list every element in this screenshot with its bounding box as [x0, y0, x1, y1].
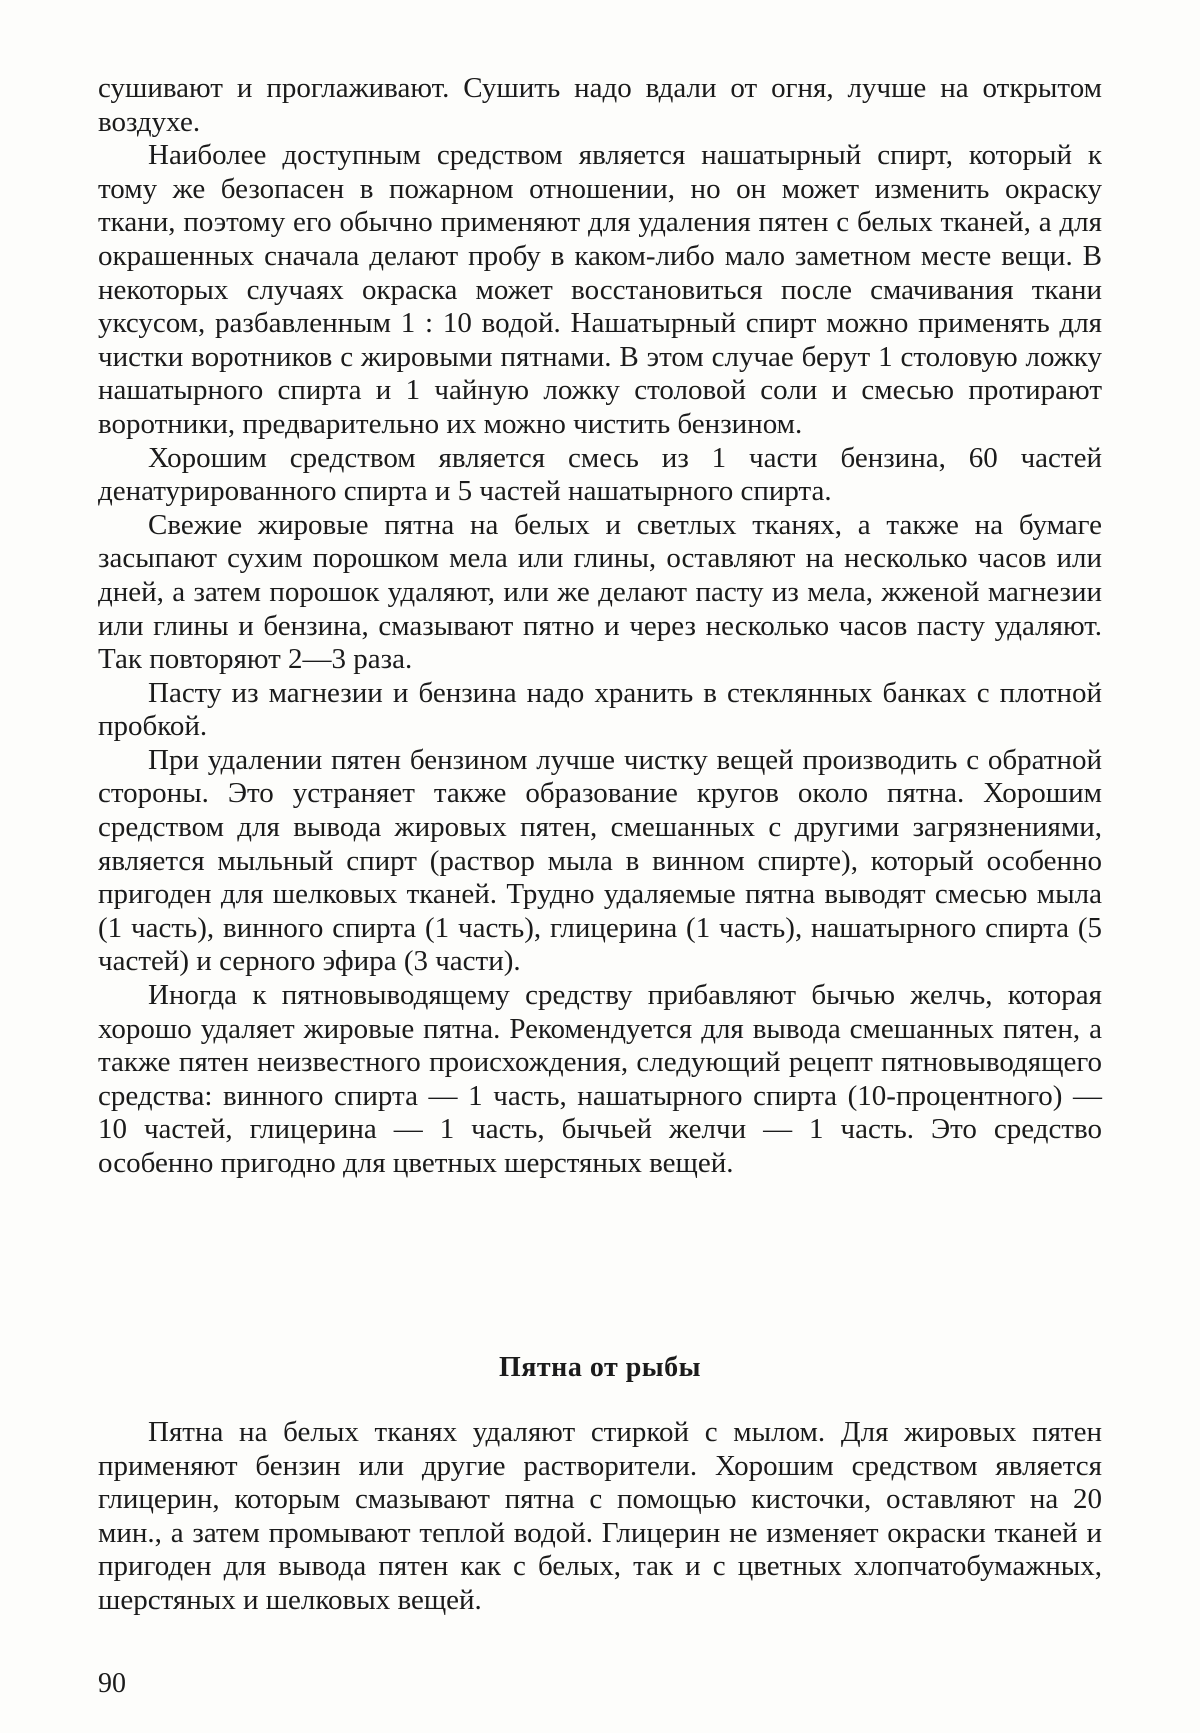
paragraph: Иногда к пятновыводящему средству прибавляют бычью желчь, которая хорошо удаляет жировые пятна. Рекомендуется для вывода смешанных пятен, а также пятен неизвестного происхождения, следующий рецепт пятновыводящего средства: винного спирта — 1 часть, нашатырного спирта (10-процентного) — 10 частей, глицерина — 1 часть, бычьей желчи — 1 часть. Это средство особенно пригодно для цветных шерстяных вещей.	[98, 979, 1102, 1179]
paragraph: Свежие жировые пятна на белых и светлых тканях, а также на бумаге засыпают сухим порошком мела или глины, оставляют на несколько часов или дней, а затем порошок удаляют, или же делают пасту из мела, жженой магнезии или глины и бензина, смазывают пятно и через несколько часов пасту удаляют. Так повторяют 2—3 раза.	[98, 508, 1102, 676]
section-heading: Пятна от рыбы	[499, 1352, 701, 1383]
body-text	[98, 72, 1102, 1181]
paragraph-continuation: сушивают и проглаживают. Сушить надо вдали от огня, лучше на открытом воздухе.	[98, 72, 1102, 138]
section-body-text	[98, 1416, 1102, 1618]
paragraph: Наиболее доступным средством является нашатырный спирт, который к тому же безопасен в пожарном отношении, но он может изменить окраску ткани, поэтому его обычно применяют для удаления пятен с белых тканей, а для окрашенных сначала делают пробу в каком-либо мало заметном месте вещи. В некоторых случаях окраска может восстановиться после смачивания ткани уксусом, разбавленным 1 : 10 водой. Нашатырный спирт можно применять для чистки воротников с жировыми пятнами. В этом случае берут 1 столовую ложку нашатырного спирта и 1 чайную ложку столовой соли и смесью протирают воротники, предварительно их можно чистить бензином.	[98, 139, 1102, 440]
paragraph: Хорошим средством является смесь из 1 части бензина, 60 частей денатурированного спирта и 5 частей нашатырного спирта.	[98, 441, 1102, 508]
page-number: 90	[98, 1668, 126, 1699]
paragraph: Пасту из магнезии и бензина надо хранить в стеклянных банках с плотной пробкой.	[98, 676, 1102, 743]
paragraph: Пятна на белых тканях удаляют стиркой с мылом. Для жировых пятен применяют бензин или другие растворители. Хорошим средством является глицерин, которым смазывают пятна с помощью кисточки, оставляют на 20 мин., а затем промывают теплой водой. Глицерин не изменяет окраски тканей и пригоден для вывода пятен как с белых, так и с цветных хлопчатобумажных, шерстяных и шелковых вещей.	[98, 1416, 1102, 1616]
paragraph: При удалении пятен бензином лучше чистку вещей производить с обратной стороны. Это устраняет также образование кругов около пятна. Хорошим средством для вывода жировых пятен, смешанных с другими загрязнениями, является мыльный спирт (раствор мыла в винном спирте), который особенно пригоден для шелковых тканей. Трудно удаляемые пятна выводят смесью мыла (1 часть), винного спирта (1 часть), глицерина (1 часть), нашатырного спирта (5 частей) и серного эфира (3 части).	[98, 743, 1102, 978]
